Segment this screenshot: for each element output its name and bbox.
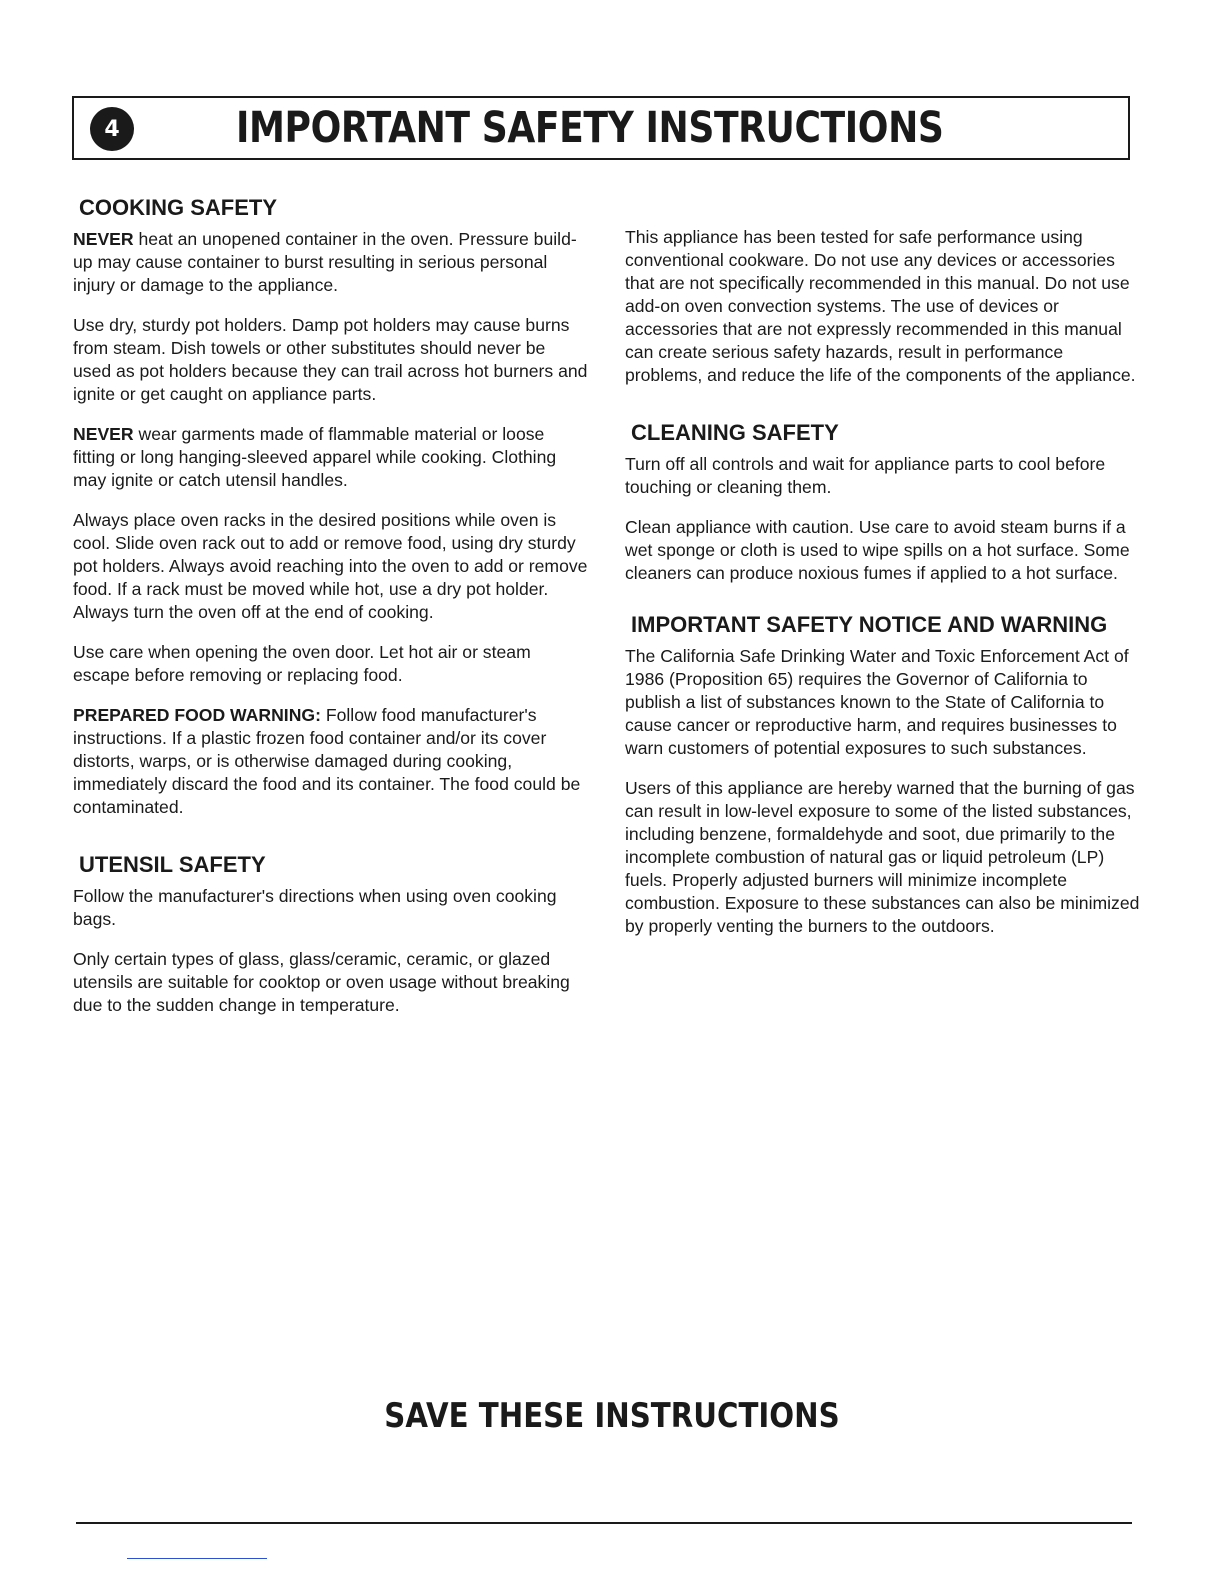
cleaning-safety-paragraph-1: Turn off all controls and wait for appliance parts to cool before touching or cleaning them. <box>625 454 1106 497</box>
safety-notice-heading: IMPORTANT SAFETY NOTICE AND WARNING <box>631 612 1108 637</box>
utensil-safety-section <box>73 851 588 1017</box>
cooking-safety-paragraph-3: NEVER wear garments made of flammable material or loose fitting or long hanging-sleeved apparel while cooking. Clothing may ignite or catch utensil handles. <box>73 424 557 490</box>
appliance-testing-paragraph: This appliance has been tested for safe performance using conventional cookware. Do not use any devices or accessories that are not specifically recommended in this manual. Do not use add-on oven convection systems. The use of devices or accessories that are not expressly recommended in this manual can create serious safety hazards, result in performance problems, and reduce the life of the components of the appliance. <box>625 227 1136 385</box>
footer-accent-line <box>127 1558 267 1559</box>
page-number-icon <box>90 107 134 151</box>
prepared-food-warning: PREPARED FOOD WARNING: Follow food manufacturer's instructions. If a plastic frozen food container and/or its cover distorts, warps, or is otherwise damaged during cooking, immediately discard the food and its container. The food could be contaminated. <box>73 705 581 817</box>
cleaning-safety-section <box>625 419 1140 585</box>
cooking-safety-paragraph-5: Use care when opening the oven door. Let hot air or steam escape before removing or replacing food. <box>73 642 531 685</box>
utensil-safety-heading: UTENSIL SAFETY <box>79 852 266 877</box>
never-label: NEVER <box>73 424 134 444</box>
cooking-safety-paragraph-1: NEVER heat an unopened container in the oven. Pressure build-up may cause container to burst resulting in serious personal injury or damage to the appliance. <box>73 229 577 295</box>
utensil-safety-paragraph-1: Follow the manufacturer's directions when using oven cooking bags. <box>73 886 557 929</box>
page-header <box>72 96 1130 160</box>
proposition-65-paragraph: The California Safe Drinking Water and Toxic Enforcement Act of 1986 (Proposition 65) requires the Governor of California to publish a list of substances known to the State of California to cause cancer or reproductive harm, and requires businesses to warn customers of potential exposures to such substances. <box>625 646 1129 758</box>
prepared-food-warning-label: PREPARED FOOD WARNING: <box>73 705 321 725</box>
cleaning-safety-paragraph-2: Clean appliance with caution. Use care to avoid steam burns if a wet sponge or cloth is used to wipe spills on a hot surface. Some cleaners can produce noxious fumes if applied to a hot surface. <box>625 517 1130 583</box>
gas-exposure-warning-paragraph: Users of this appliance are hereby warned that the burning of gas can result in low-level exposure to some of the listed substances, including benzene, formaldehyde and soot, due primarily to the incomplete combustion of natural gas or liquid petroleum (LP) fuels. Properly adjusted burners will minimize incomplete combustion. Exposure to these substances can also be minimized by properly venting the burners to the outdoors. <box>625 778 1140 936</box>
cleaning-safety-heading: CLEANING SAFETY <box>631 420 839 445</box>
cooking-safety-paragraph-4: Always place oven racks in the desired positions while oven is cool. Slide oven rack out to add or remove food, using dry sturdy pot holders. Always avoid reaching into the oven to add or remove food. If a rack must be moved while hot, use a dry pot holder. Always turn the oven off at the end of cooking. <box>73 510 588 622</box>
save-instructions-title: SAVE THESE INSTRUCTIONS <box>384 1396 840 1436</box>
footer-divider <box>76 1522 1132 1524</box>
never-label: NEVER <box>73 229 134 249</box>
cooking-safety-heading: COOKING SAFETY <box>79 195 278 220</box>
safety-notice-section <box>625 611 1140 938</box>
page-title: IMPORTANT SAFETY INSTRUCTIONS <box>236 103 944 153</box>
right-column <box>625 226 1140 955</box>
cooking-safety-paragraph-2: Use dry, sturdy pot holders. Damp pot holders may cause burns from steam. Dish towels or other substitutes should never be used as pot holders because they can trail across hot burners and ignite or get caught on appliance parts. <box>73 315 588 404</box>
utensil-safety-paragraph-2: Only certain types of glass, glass/ceramic, ceramic, or glazed utensils are suitable for cooktop or oven usage without breaking due to the sudden change in temperature. <box>73 949 570 1015</box>
page-number: 4 <box>104 116 120 142</box>
cooking-safety-section <box>73 194 588 819</box>
left-column <box>73 194 588 1034</box>
